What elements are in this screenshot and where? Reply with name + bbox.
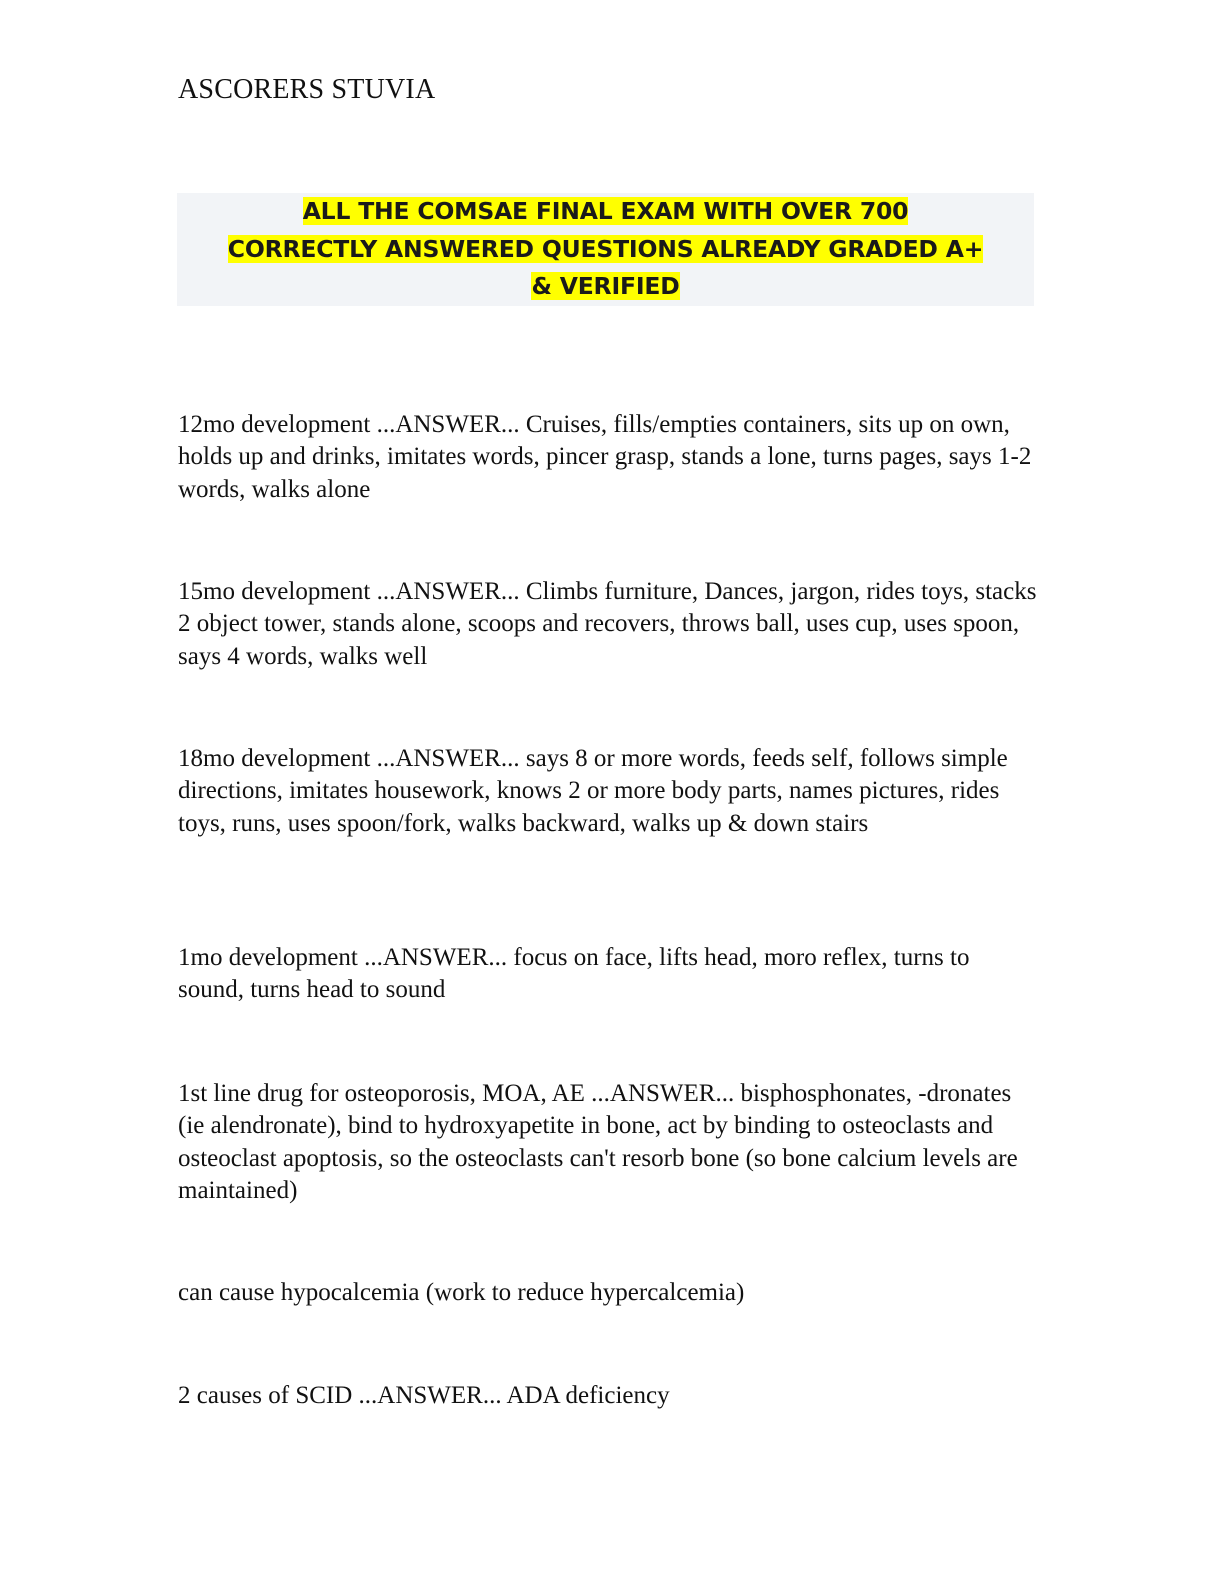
- title-line: [177, 193, 1034, 231]
- title-line-highlight: ALL THE COMSAE FINAL EXAM WITH OVER 700: [302, 197, 909, 225]
- title-line: [177, 268, 1034, 306]
- document-title: [177, 193, 1034, 306]
- qa-term: 1st line drug for osteoporosis, MOA, AE: [178, 1080, 585, 1107]
- qa-answer: ...ANSWER... focus on face, lifts head, moro reflex, turns to sound, turns head to sound: [178, 944, 970, 1004]
- page-header: ASCORERS STUVIA: [178, 74, 436, 105]
- qa-term: 18mo development: [178, 745, 371, 772]
- qa-answer: ...ANSWER... bisphosphonates, -dronates (ie alendronate), bind to hydroxyapetite in bone, act by binding to osteoclasts and osteoclast apoptosis, so the osteoclasts can't resorb bone (so bone calcium levels are maintained): [178, 1080, 1018, 1204]
- qa-entry: [178, 576, 1038, 673]
- qa-answer: ...ANSWER... Climbs furniture, Dances, jargon, rides toys, stacks 2 object tower, stands alone, scoops and recovers, throws ball, uses cup, uses spoon, says 4 words, walks well: [178, 578, 1037, 670]
- qa-entry: [178, 409, 1038, 506]
- qa-entry: [178, 942, 1038, 1007]
- qa-answer: ...ANSWER... ADA deficiency: [358, 1382, 670, 1409]
- qa-answer: ...ANSWER... Cruises, fills/empties containers, sits up on own, holds up and drinks, imitates words, pincer grasp, stands a lone, turns pages, says 1-2 words, walks alone: [178, 411, 1032, 503]
- title-line-highlight: & VERIFIED: [531, 272, 680, 300]
- qa-entry: [178, 1380, 1038, 1412]
- title-line: [177, 231, 1034, 269]
- qa-term: 1mo development: [178, 944, 358, 971]
- qa-entry: [178, 743, 1038, 840]
- qa-entry: [178, 1078, 1038, 1207]
- qa-term: 15mo development: [178, 578, 371, 605]
- qa-term: 12mo development: [178, 411, 371, 438]
- qa-note: [178, 1277, 1038, 1309]
- title-line-highlight: CORRECTLY ANSWERED QUESTIONS ALREADY GRADED A+: [227, 234, 984, 263]
- qa-note-text: can cause hypocalcemia (work to reduce hypercalcemia): [178, 1279, 745, 1306]
- qa-answer: ...ANSWER... says 8 or more words, feeds self, follows simple directions, imitates housework, knows 2 or more body parts, names pictures, rides toys, runs, uses spoon/fork, walks backward, walks up & down stairs: [178, 745, 1008, 837]
- qa-term: 2 causes of SCID: [178, 1382, 353, 1409]
